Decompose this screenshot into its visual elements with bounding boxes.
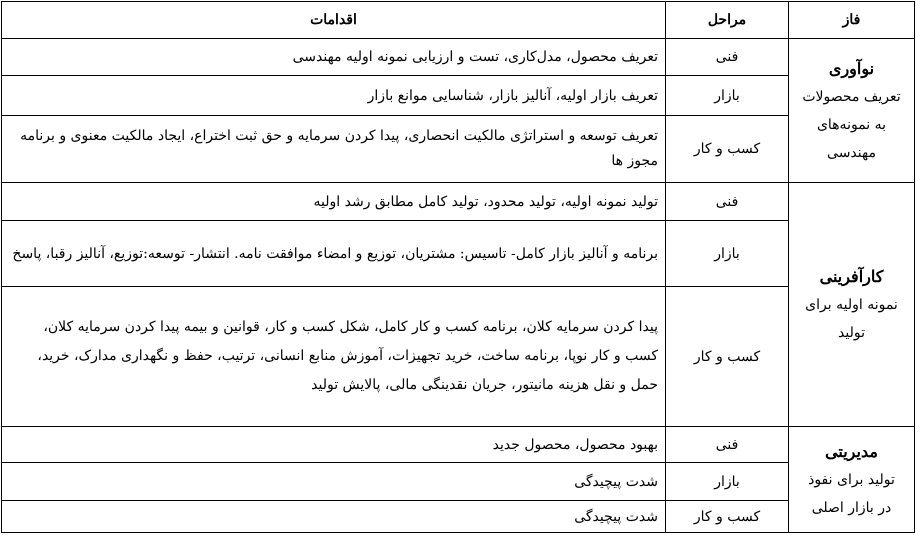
stage-cell: فنی (666, 183, 789, 221)
phase-description: تولید برای نفوذ در بازار اصلی (808, 471, 895, 516)
table-row (2, 76, 915, 116)
stage-cell: بازار (666, 221, 789, 287)
stage-cell: کسب و کار (666, 116, 789, 183)
stage-cell: فنی (666, 39, 789, 76)
actions-cell: تعریف توسعه و استراتژی مالکیت انحصاری، پیدا کردن سرمایه و حق ثبت اختراع، ایجاد مالکیت معنوی و برنامه مجوز ها (2, 116, 666, 183)
header-stage: مراحل (666, 2, 789, 39)
phase-cell-entrepreneurship (789, 183, 915, 427)
stage-cell: بازار (666, 76, 789, 116)
table-row (2, 39, 915, 76)
stage-cell: کسب و کار (666, 501, 789, 533)
actions-cell: شدت پیچیدگی (2, 463, 666, 501)
phase-description: نمونه اولیه برای تولید (805, 296, 898, 341)
table-row (2, 287, 915, 427)
table-row (2, 116, 915, 183)
header-actions: اقدامات (2, 2, 666, 39)
table-row (2, 463, 915, 501)
table-row (2, 183, 915, 221)
actions-cell: تعریف بازار اولیه، آنالیز بازار، شناسایی موانع بازار (2, 76, 666, 116)
actions-cell: پیدا کردن سرمایه کلان، برنامه کسب و کار کامل، شکل کسب و کار، قوانین و بیمه پیدا کردن سرمایه کلان، کسب و کار نوپا، برنامه ساخت، خرید تجهیزات، آموزش منابع انسانی، ترتیب، حفظ و نگهداری مدارک، خرید، حمل و نقل هزینه مانیتور، جریان نقدینگی مالی، پالایش تولید (2, 287, 666, 427)
phases-table (1, 1, 915, 533)
actions-cell: شدت پیچیدگی (2, 501, 666, 533)
table-row (2, 427, 915, 463)
actions-cell: برنامه و آنالیز بازار کامل- تاسیس: مشتریان، توزیع و امضاء موافقت نامه. انتشار- توسعه:توزیع، آنالیز رقبا، پاسخ (2, 221, 666, 287)
phase-cell-innovation (789, 39, 915, 183)
header-row (2, 2, 915, 39)
phase-name: نوآوری (828, 58, 875, 78)
phase-description: تعریف محصولات به نمونه‌های مهندسی (802, 88, 901, 161)
phase-cell-management (789, 427, 915, 533)
stage-cell: بازار (666, 463, 789, 501)
actions-cell: تولید نمونه اولیه، تولید محدود، تولید کامل مطابق رشد اولیه (2, 183, 666, 221)
phase-name: کارآفرینی (819, 266, 884, 286)
table-row (2, 221, 915, 287)
table-row (2, 501, 915, 533)
stage-cell: کسب و کار (666, 287, 789, 427)
phase-name: مدیریتی (825, 441, 878, 461)
actions-cell: بهبود محصول، محصول جدید (2, 427, 666, 463)
stage-cell: فنی (666, 427, 789, 463)
actions-cell: تعریف محصول، مدل‌کاری، تست و ارزیابی نمونه اولیه مهندسی (2, 39, 666, 76)
header-phase: فاز (789, 2, 915, 39)
